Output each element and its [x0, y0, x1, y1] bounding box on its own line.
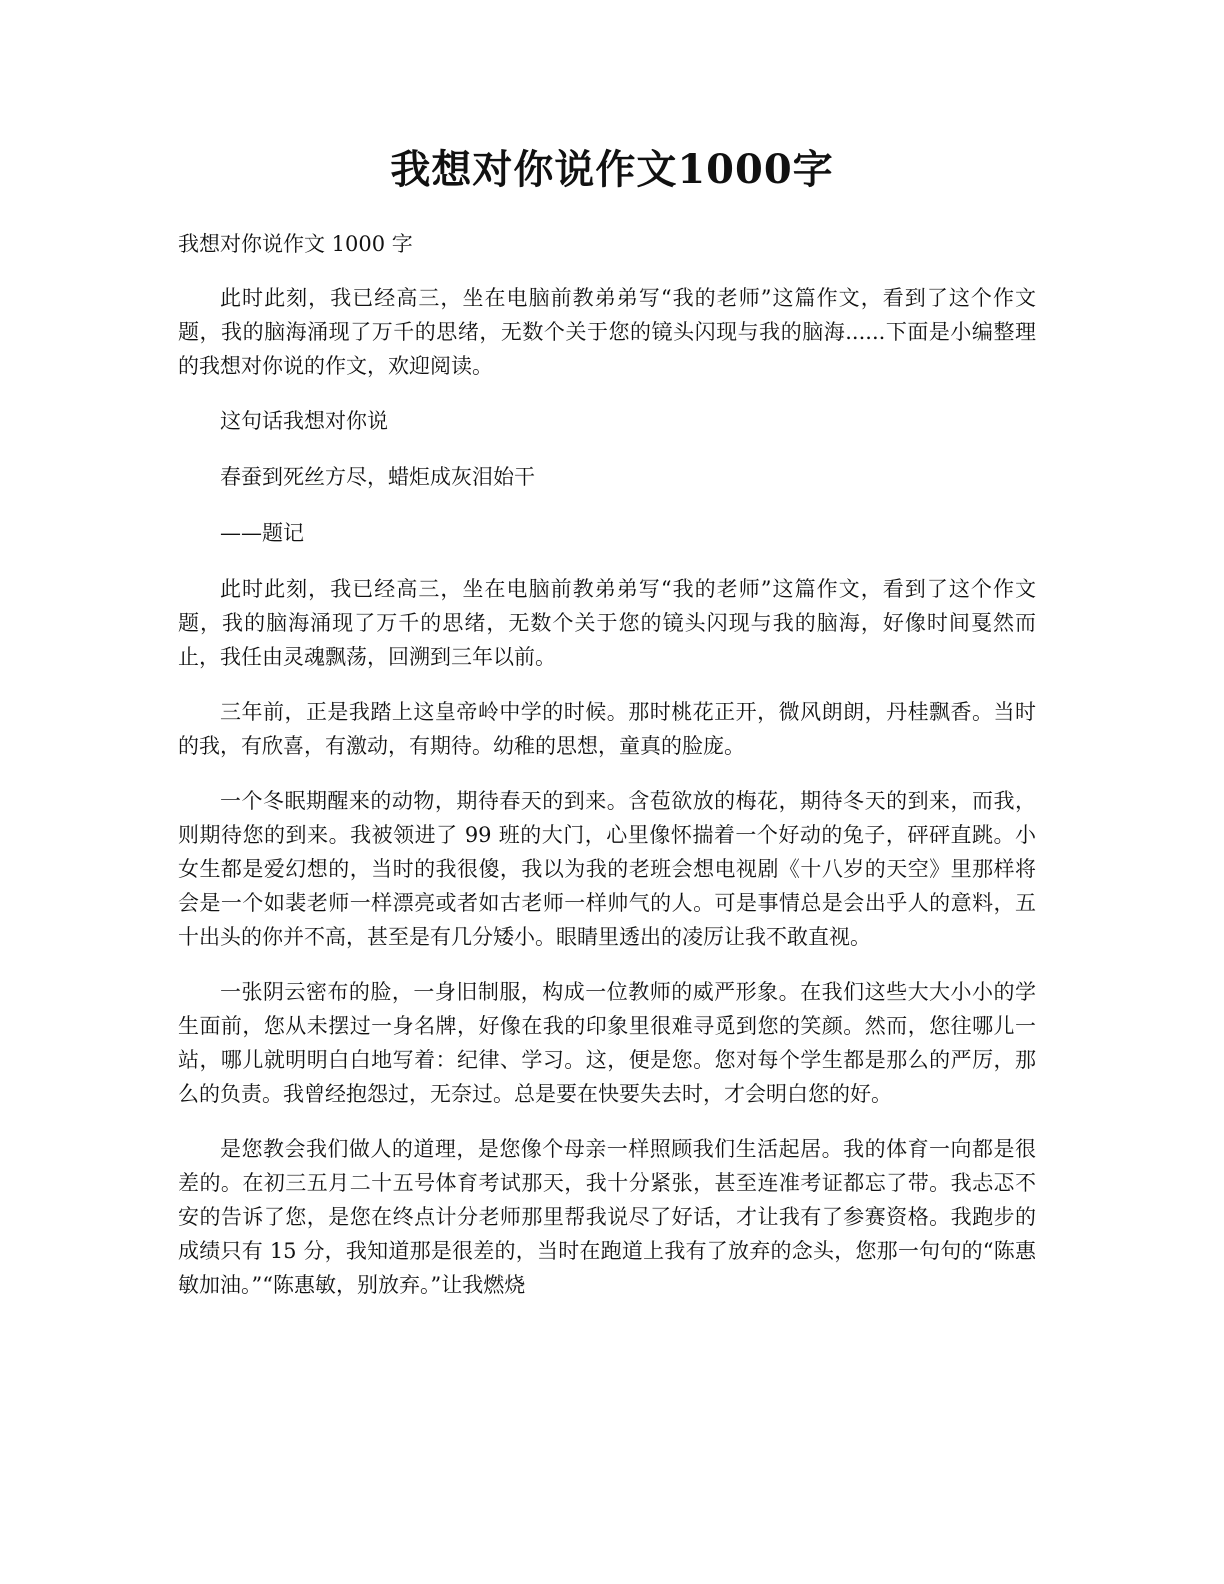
paragraph-heading: 这句话我想对你说 — [220, 409, 388, 433]
document-subtitle: 我想对你说作文 1000 字 — [178, 232, 413, 256]
paragraph-intro: 此时此刻，我已经高三，坐在电脑前教弟弟写“我的老师”这篇作文，看到了这个作文题，我的脑海涌现了万千的思绪，无数个关于您的镜头闪现与我的脑海......下面是小编整理的我想对你说的作文，欢迎阅读。 — [178, 286, 1036, 378]
paragraph-body: 一张阴云密布的脸，一身旧制服，构成一位教师的威严形象。在我们这些大大小小的学生面前，您从未摆过一身名牌，好像在我的印象里很难寻觅到您的笑颜。然而，您往哪儿一站，哪儿就明明白白地写着：纪律、学习。这，便是您。您对每个学生都是那么的严厉，那么的负责。我曾经抱怨过，无奈过。总是要在快要失去时，才会明白您的好。 — [178, 980, 1036, 1106]
paragraph-inscription: ——题记 — [220, 521, 304, 545]
paragraph-body: 此时此刻，我已经高三，坐在电脑前教弟弟写“我的老师”这篇作文，看到了这个作文题，我的脑海涌现了万千的思绪，无数个关于您的镜头闪现与我的脑海，好像时间戛然而止，我任由灵魂飘荡，回溯到三年以前。 — [178, 577, 1036, 669]
paragraph-body: 是您教会我们做人的道理，是您像个母亲一样照顾我们生活起居。我的体育一向都是很差的。在初三五月二十五号体育考试那天，我十分紧张，甚至连准考证都忘了带。我忐忑不安的告诉了您，是您在终点计分老师那里帮我说尽了好话，才让我有了参赛资格。我跑步的成绩只有 15 分，我知道那是很差的，当时在跑道上我有了放弃的念头，您那一句句的“陈惠敏加油。”“陈惠敏，别放弃。”让我燃烧 — [178, 1137, 1036, 1297]
document-body — [178, 224, 1036, 1323]
paragraph-quote: 春蚕到死丝方尽，蜡炬成灰泪始干 — [220, 465, 535, 489]
document-title: 我想对你说作文1000字 — [390, 146, 834, 193]
paragraph-body: 三年前，正是我踏上这皇帝岭中学的时候。那时桃花正开，微风朗朗，丹桂飘香。当时的我，有欣喜，有激动，有期待。幼稚的思想，童真的脸庞。 — [178, 700, 1036, 758]
paragraph-body: 一个冬眠期醒来的动物，期待春天的到来。含苞欲放的梅花，期待冬天的到来，而我，则期待您的到来。我被领进了 99 班的大门，心里像怀揣着一个好动的兔子，砰砰直跳。小女生都是爱幻想的，当时的我很傻，我以为我的老班会想电视剧《十八岁的天空》里那样将会是一个如裴老师一样漂亮或者如古老师一样帅气的人。可是事情总是会出乎人的意料，五十出头的你并不高，甚至是有几分矮小。眼睛里透出的凌厉让我不敢直视。 — [178, 789, 1036, 949]
